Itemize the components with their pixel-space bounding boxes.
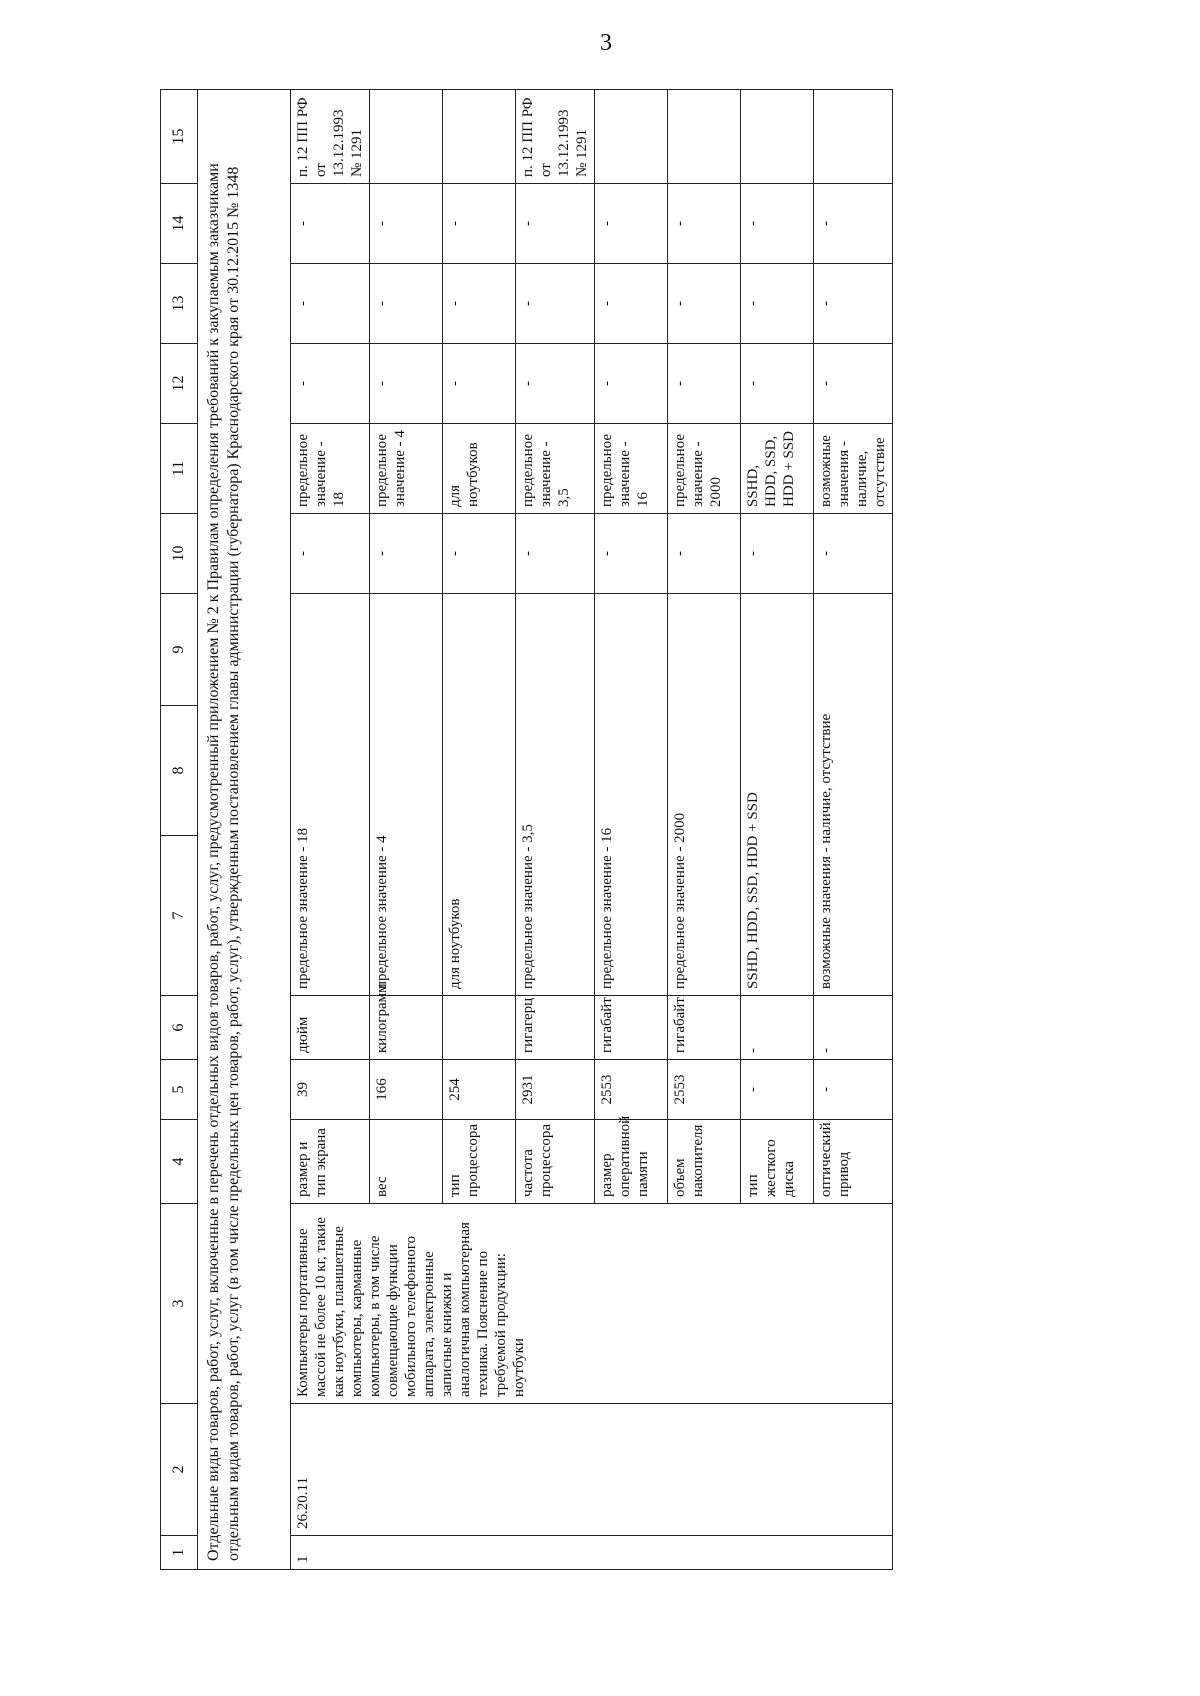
okei-code-cell: 166	[370, 1060, 443, 1120]
col14-cell: -	[516, 184, 595, 264]
unit-cell: -	[741, 996, 814, 1060]
characteristic-cell: тип процессора	[443, 1120, 516, 1204]
column-number-cell: 11	[161, 424, 198, 514]
col13-cell: -	[516, 264, 595, 344]
col13-cell: -	[668, 264, 741, 344]
government-value-cell: предельное значение - 18	[291, 594, 370, 996]
column-number-cell: 13	[161, 264, 198, 344]
customer-value-cell: предельное значение - 3,5	[516, 424, 595, 514]
characteristic-cell: оптический привод	[814, 1120, 893, 1204]
column-number-cell: 4	[161, 1120, 198, 1204]
justification-cell	[741, 90, 814, 184]
col12-cell: -	[443, 344, 516, 424]
customer-value-cell: предельное значение - 2000	[668, 424, 741, 514]
government-value-cell: для ноутбуков	[443, 594, 516, 996]
customer-value-cell: возможные значения - наличие, отсутствие	[814, 424, 893, 514]
customer-value-cell: для ноутбуков	[443, 424, 516, 514]
unit-cell: дюйм	[291, 996, 370, 1060]
unit-cell: гигабайт	[595, 996, 668, 1060]
col14-cell: -	[595, 184, 668, 264]
unit-cell: килограмм	[370, 996, 443, 1060]
customer-value-cell: SSHD, HDD, SSD, HDD + SSD	[741, 424, 814, 514]
column-number-cell: 7	[161, 836, 198, 996]
col10-cell: -	[291, 514, 370, 594]
item-number-cell: 1	[291, 1536, 893, 1570]
government-value-cell: предельное значение - 3,5	[516, 594, 595, 996]
col13-cell: -	[370, 264, 443, 344]
customer-value-cell: предельное значение - 18	[291, 424, 370, 514]
col13-cell: -	[291, 264, 370, 344]
okei-code-cell: 254	[443, 1060, 516, 1120]
col10-cell: -	[741, 514, 814, 594]
okei-code-cell: 2553	[595, 1060, 668, 1120]
government-value-cell: предельное значение - 2000	[668, 594, 741, 996]
okei-code-cell: -	[814, 1060, 893, 1120]
col12-cell: -	[668, 344, 741, 424]
col12-cell: -	[370, 344, 443, 424]
government-value-cell: предельное значение - 16	[595, 594, 668, 996]
column-number-cell: 1	[161, 1536, 198, 1570]
customer-value-cell: предельное значение - 4	[370, 424, 443, 514]
col13-cell: -	[443, 264, 516, 344]
column-number-cell: 9	[161, 594, 198, 706]
column-number-cell: 10	[161, 514, 198, 594]
col13-cell: -	[814, 264, 893, 344]
page-number: 3	[600, 30, 612, 56]
okpd-code-cell: 26.20.11	[291, 1404, 893, 1536]
characteristic-cell: размер оперативной памяти	[595, 1120, 668, 1204]
rotated-table-wrapper	[160, 90, 1080, 1570]
justification-cell	[443, 90, 516, 184]
unit-cell: -	[814, 996, 893, 1060]
col13-cell: -	[741, 264, 814, 344]
government-value-cell: возможные значения - наличие, отсутствие	[814, 594, 893, 996]
heading-row	[198, 90, 291, 1570]
column-number-cell: 8	[161, 706, 198, 836]
col14-cell: -	[668, 184, 741, 264]
government-value-cell: SSHD, HDD, SSD, HDD + SSD	[741, 594, 814, 996]
col10-cell: -	[595, 514, 668, 594]
table-heading: Отдельные виды товаров, работ, услуг, включенные в перечень отдельных видов товаров, работ, услуг, предусмотренный приложением № 2 к Правилам определения требований к закупаемым заказчиками отдельным видам товаров, работ, услуг (в том числе предельных цен товаров, работ, услуг), утвержденным постановлением главы администрации (губернатора) Краснодарского края от 30.12.2015 № 1348	[198, 90, 291, 1570]
col10-cell: -	[516, 514, 595, 594]
unit-cell: гигабайт	[668, 996, 741, 1060]
justification-cell: п. 12 ПП РФ от 13.12.1993 № 1291	[291, 90, 370, 184]
okei-code-cell: 2931	[516, 1060, 595, 1120]
col14-cell: -	[443, 184, 516, 264]
customer-value-cell: предельное значение - 16	[595, 424, 668, 514]
justification-cell	[370, 90, 443, 184]
col10-cell: -	[668, 514, 741, 594]
col13-cell: -	[595, 264, 668, 344]
requirements-table	[160, 89, 893, 1570]
characteristic-cell: тип жесткого диска	[741, 1120, 814, 1204]
col14-cell: -	[291, 184, 370, 264]
column-number-cell: 5	[161, 1060, 198, 1120]
unit-cell	[443, 996, 516, 1060]
col10-cell: -	[443, 514, 516, 594]
col14-cell: -	[370, 184, 443, 264]
col12-cell: -	[595, 344, 668, 424]
unit-cell: гигагерц	[516, 996, 595, 1060]
characteristic-cell: объем накопителя	[668, 1120, 741, 1204]
column-number-cell: 6	[161, 996, 198, 1060]
column-number-cell: 12	[161, 344, 198, 424]
col10-cell: -	[370, 514, 443, 594]
column-number-cell: 15	[161, 90, 198, 184]
col12-cell: -	[291, 344, 370, 424]
okei-code-cell: -	[741, 1060, 814, 1120]
characteristic-cell: вес	[370, 1120, 443, 1204]
table-row	[291, 90, 370, 1570]
justification-cell: п. 12 ПП РФ от 13.12.1993 № 1291	[516, 90, 595, 184]
col12-cell: -	[516, 344, 595, 424]
justification-cell	[814, 90, 893, 184]
justification-cell	[668, 90, 741, 184]
col12-cell: -	[814, 344, 893, 424]
col14-cell: -	[814, 184, 893, 264]
col14-cell: -	[741, 184, 814, 264]
col12-cell: -	[741, 344, 814, 424]
characteristic-cell: частота процессора	[516, 1120, 595, 1204]
government-value-cell: предельное значение - 4	[370, 594, 443, 996]
okei-code-cell: 39	[291, 1060, 370, 1120]
column-number-cell: 14	[161, 184, 198, 264]
col10-cell: -	[814, 514, 893, 594]
okei-code-cell: 2553	[668, 1060, 741, 1120]
column-number-cell: 2	[161, 1404, 198, 1536]
column-number-cell: 3	[161, 1204, 198, 1404]
justification-cell	[595, 90, 668, 184]
item-description-cell: Компьютеры портативные массой не более 10 кг, такие как ноутбуки, планшетные компьютеры, карманные компьютеры, в том числе совмещающие функции мобильного телефонного аппарата, электронные записные книжки и аналогичная компьютерная техника. Пояснение по требуемой продукции: ноутбуки	[291, 1204, 893, 1404]
column-number-row	[161, 90, 198, 1570]
characteristic-cell: размер и тип экрана	[291, 1120, 370, 1204]
